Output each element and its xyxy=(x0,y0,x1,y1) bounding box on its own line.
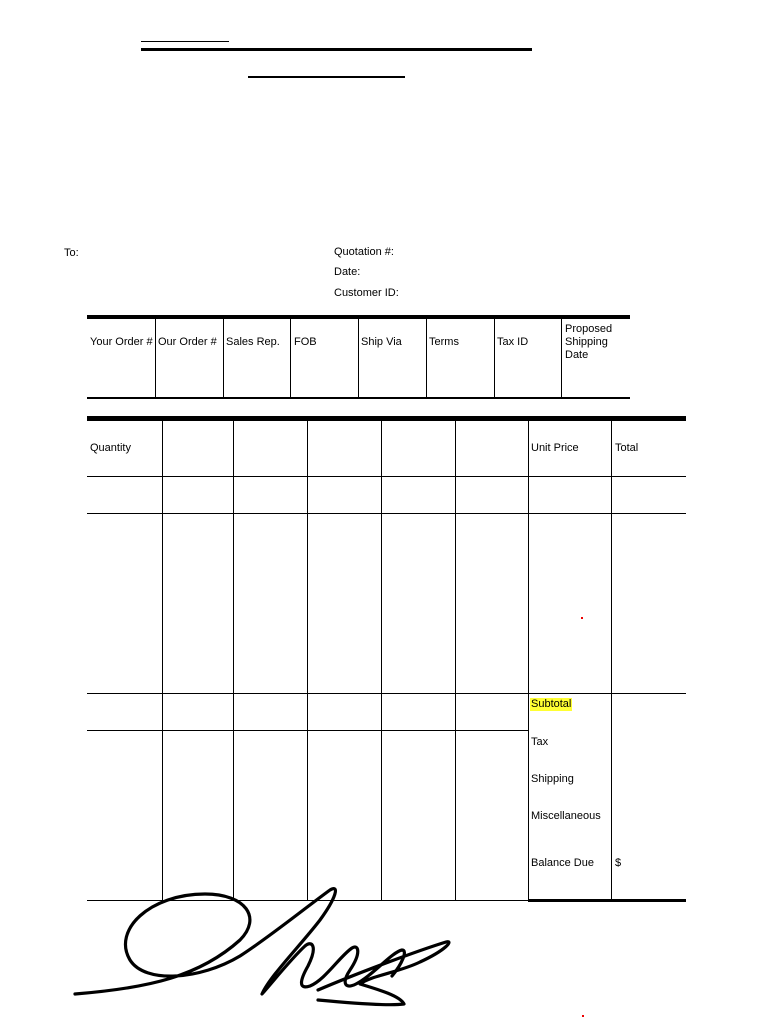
balance-currency: $ xyxy=(615,857,622,869)
items-row-rule xyxy=(87,513,686,514)
your-order-header: Your Order # xyxy=(90,336,153,348)
ship-via-header: Ship Via xyxy=(361,336,402,348)
company-name-line xyxy=(141,48,532,51)
items-col-divider xyxy=(455,421,456,901)
logo-underline xyxy=(141,41,229,42)
balance-due-label: Balance Due xyxy=(531,857,594,869)
marker-dot xyxy=(581,617,583,619)
document-title-line xyxy=(248,76,405,78)
order-col-divider xyxy=(155,319,156,397)
order-col-divider xyxy=(561,319,562,397)
marker-dot xyxy=(582,1015,584,1017)
quantity-header: Quantity xyxy=(90,442,131,454)
shipping-label: Shipping xyxy=(531,773,574,785)
order-col-divider xyxy=(223,319,224,397)
date-label: Date: xyxy=(334,266,361,278)
quotation-number-label: Quotation #: xyxy=(334,246,394,258)
tax-id-header: Tax ID xyxy=(497,336,529,348)
subtotal-label: Subtotal xyxy=(531,698,572,710)
items-col-divider xyxy=(233,421,234,901)
items-row-rule xyxy=(87,693,686,694)
signature-image xyxy=(0,880,768,1024)
items-col-divider xyxy=(528,421,529,901)
order-col-divider xyxy=(494,319,495,397)
order-col-divider xyxy=(290,319,291,397)
to-label: To: xyxy=(64,247,79,259)
unit-price-header: Unit Price xyxy=(531,442,579,454)
order-table-bottom-rule xyxy=(87,397,630,399)
items-table-top-rule xyxy=(87,416,686,421)
fob-header: FOB xyxy=(294,336,317,348)
items-row-rule xyxy=(87,476,686,477)
our-order-header: Our Order # xyxy=(158,336,217,348)
miscellaneous-label: Miscellaneous xyxy=(531,810,601,822)
order-col-divider xyxy=(358,319,359,397)
items-col-divider xyxy=(611,421,612,901)
customer-id-label: Customer ID: xyxy=(334,287,399,299)
tax-label: Tax xyxy=(531,736,549,748)
items-col-divider xyxy=(381,421,382,901)
items-col-divider xyxy=(307,421,308,901)
total-header: Total xyxy=(615,442,639,454)
terms-header: Terms xyxy=(429,336,459,348)
items-col-divider xyxy=(162,421,163,901)
order-col-divider xyxy=(426,319,427,397)
proposed-shipping-date-header: Proposed Shipping Date xyxy=(565,323,613,361)
sales-rep-header: Sales Rep. xyxy=(226,336,280,348)
